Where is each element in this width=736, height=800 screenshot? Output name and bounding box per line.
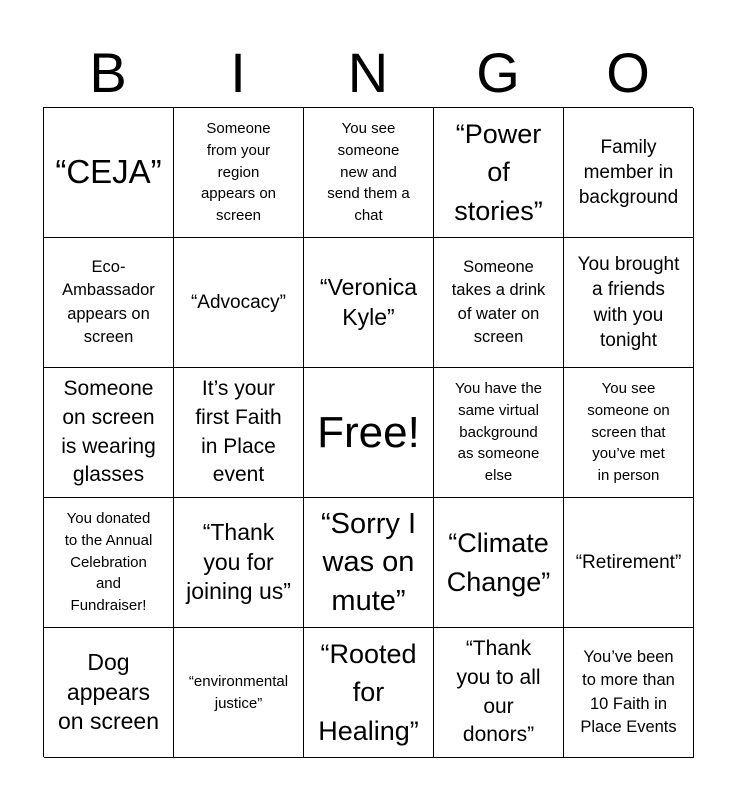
header-letter-o: O	[606, 41, 650, 104]
cell-text: Someone from your region appears on screen	[200, 120, 277, 225]
bingo-cell[interactable]	[44, 238, 174, 368]
bingo-cell[interactable]	[434, 628, 564, 758]
cell-text: Someone takes a drink of water on screen	[451, 257, 546, 346]
cell-text: “Power of stories”	[454, 119, 543, 226]
bingo-cell[interactable]	[434, 108, 564, 238]
cell-text: You donated to the Annual Celebration and Fundraiser!	[64, 510, 153, 615]
header-letter-b: B	[89, 41, 127, 104]
free-space-text: Free!	[317, 407, 420, 457]
bingo-cell[interactable]	[304, 498, 434, 628]
free-space-cell[interactable]	[304, 368, 434, 498]
header-letter-n: N	[347, 41, 389, 104]
bingo-cell[interactable]	[564, 238, 694, 368]
cell-text: You have the same virtual background as someone else	[454, 380, 543, 485]
bingo-cell[interactable]	[174, 628, 304, 758]
cell-text: It’s your first Faith in Place event	[195, 377, 282, 487]
cell-text: “Veronica Kyle”	[319, 274, 418, 330]
cell-text: “environmental justice”	[188, 672, 289, 712]
bingo-cell[interactable]	[434, 368, 564, 498]
cell-text: You’ve been to more than 10 Faith in Place Events	[580, 647, 677, 736]
header-letter-g: G	[476, 41, 520, 104]
bingo-cell[interactable]	[564, 628, 694, 758]
cell-text: Dog appears on screen	[57, 649, 159, 735]
bingo-cell[interactable]	[44, 628, 174, 758]
bingo-cell[interactable]	[174, 498, 304, 628]
cell-text: “Rooted for Healing”	[318, 639, 419, 746]
header-letter-i: I	[230, 41, 246, 104]
bingo-cell[interactable]	[564, 108, 694, 238]
bingo-cell[interactable]	[304, 238, 434, 368]
bingo-cell[interactable]	[434, 238, 564, 368]
cell-text: Someone on screen is wearing glasses	[61, 377, 156, 487]
bingo-cell[interactable]	[564, 498, 694, 628]
bingo-cell[interactable]	[564, 368, 694, 498]
cell-text: “Advocacy”	[190, 291, 287, 313]
bingo-cell[interactable]	[174, 108, 304, 238]
bingo-cell[interactable]	[44, 498, 174, 628]
bingo-cell[interactable]	[44, 368, 174, 498]
bingo-header	[43, 42, 693, 104]
bingo-cell[interactable]	[434, 498, 564, 628]
cell-text: “Retirement”	[575, 551, 682, 573]
bingo-cell[interactable]	[304, 628, 434, 758]
cell-text: “Thank you for joining us”	[186, 519, 291, 605]
cell-text: “Thank you to all our donors”	[456, 637, 541, 747]
cell-text: “CEJA”	[55, 153, 162, 191]
cell-text: You see someone new and send them a chat	[327, 120, 410, 225]
cell-text: Eco- Ambassador appears on screen	[62, 257, 155, 346]
bingo-cell[interactable]	[174, 238, 304, 368]
cell-text: “Sorry I was on mute”	[320, 508, 417, 617]
cell-text: You brought a friends with you tonight	[577, 253, 680, 351]
cell-text: Family member in background	[578, 136, 679, 209]
bingo-cell[interactable]	[174, 368, 304, 498]
bingo-cell[interactable]	[44, 108, 174, 238]
cell-text: You see someone on screen that you’ve met in person	[587, 380, 670, 485]
bingo-card	[43, 107, 693, 757]
cell-text: “Climate Change”	[446, 528, 551, 597]
bingo-cell[interactable]	[304, 108, 434, 238]
